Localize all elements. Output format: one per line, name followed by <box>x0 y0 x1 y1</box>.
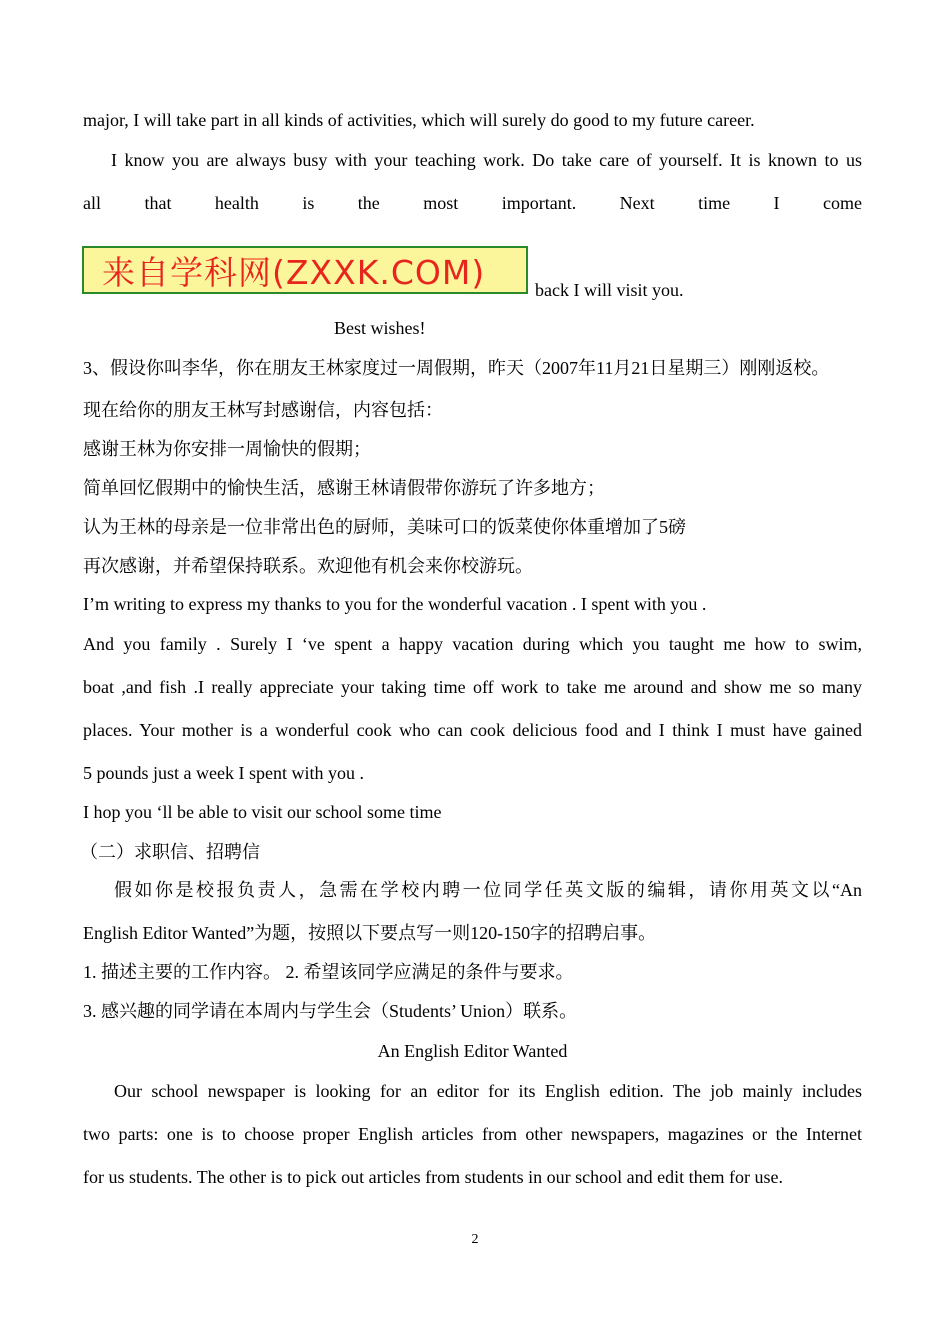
task-line: 1. 描述主要的工作内容。 2. 希望该同学应满足的条件与要求。 <box>83 962 574 982</box>
answer-line: places. Your mother is a wonderful cook who can cook delicious food and I think I must have gained <box>83 720 862 740</box>
paragraph-line: all that health is the most important. Next time I come <box>83 193 862 213</box>
page-number: 2 <box>471 1232 479 1247</box>
question-heading: 3、假设你叫李华，你在朋友王林家度过一周假期，昨天（2007年11月21日星期三）刚刚返校。 <box>83 358 830 378</box>
question-point: 简单回忆假期中的愉快生活，感谢王林请假带你游玩了许多地方； <box>83 478 605 498</box>
answer-line: 5 pounds just a week I spent with you . <box>83 763 364 783</box>
section-heading: （二）求职信、招聘信 <box>80 842 260 862</box>
question-line: 现在给你的朋友王林写封感谢信，内容包括： <box>83 400 443 420</box>
answer-line: I hop you ‘ll be able to visit our school some time <box>83 802 442 822</box>
answer-line: And you family . Surely I ‘ve spent a happy vacation during which you taught me how to swim, <box>83 634 862 654</box>
answer-line: boat ,and fish .I really appreciate your taking time off work to take me around and show me so many <box>83 677 862 697</box>
paragraph-line: back I will visit you. <box>535 280 684 300</box>
task-line: 假如你是校报负责人，急需在学校内聘一位同学任英文版的编辑，请你用英文以“An <box>114 880 862 900</box>
paragraph-line: major, I will take part in all kinds of activities, which will surely do good to my future career. <box>83 110 755 130</box>
answer-line: I’m writing to express my thanks to you for the wonderful vacation . I spent with you . <box>83 594 707 614</box>
task-line: 3. 感兴趣的同学请在本周内与学生会（Students’ Union）联系。 <box>83 1001 578 1021</box>
watermark-logo: 来自学科网(ZXXK.COM) <box>82 246 528 294</box>
paragraph-line: I know you are always busy with your teaching work. Do take care of yourself. It is known to us <box>111 150 862 170</box>
question-point: 认为王林的母亲是一位非常出色的厨师，美味可口的饭菜使你体重增加了5磅 <box>83 517 686 537</box>
essay-line: for us students. The other is to pick out articles from students in our school and edit them for use. <box>83 1167 784 1187</box>
question-point: 感谢王林为你安排一周愉快的假期； <box>83 439 371 459</box>
task-line: English Editor Wanted”为题，按照以下要点写一则120-150字的招聘启事。 <box>83 923 657 943</box>
question-point: 再次感谢，并希望保持联系。欢迎他有机会来你校游玩。 <box>83 556 533 576</box>
essay-title: An English Editor Wanted <box>377 1041 568 1061</box>
essay-line: Our school newspaper is looking for an editor for its English edition. The job mainly includes <box>114 1081 862 1101</box>
essay-line: two parts: one is to choose proper English articles from other newspapers, magazines or the Internet <box>83 1124 862 1144</box>
closing-line: Best wishes! <box>334 318 426 338</box>
